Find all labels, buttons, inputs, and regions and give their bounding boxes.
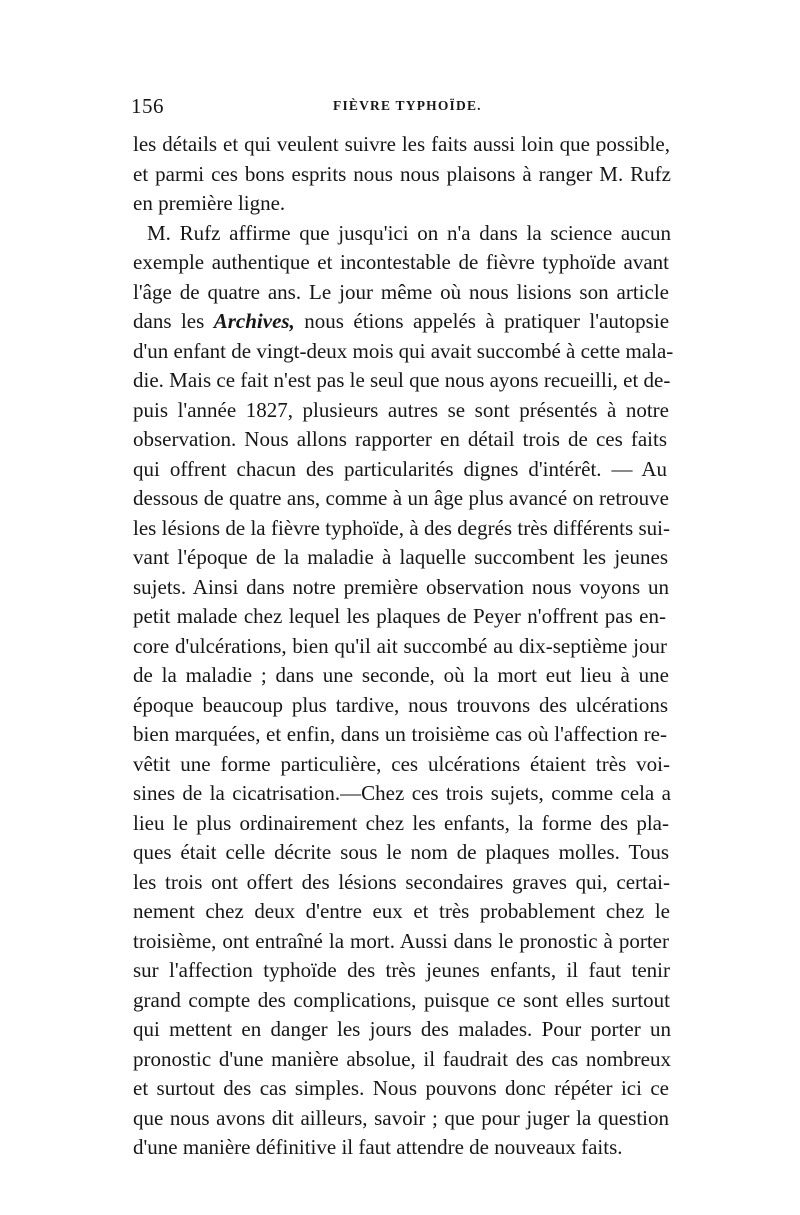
text-line: d'une manière définitive il faut attendre de nouveaux faits. [133, 1135, 623, 1159]
text-line: époque beaucoup plus tardive, nous trouvons des ulcérations [133, 692, 668, 717]
text-line: l'âge de quatre ans. Le jour même où nous lisions son article [133, 279, 669, 304]
text-line: observation. Nous allons rapporter en détail trois de ces faits [133, 427, 667, 451]
text-line [133, 307, 669, 337]
text-line: que nous avons dit ailleurs, savoir ; que pour juger la question [133, 1105, 669, 1130]
text-line: pronostic d'une manière absolue, il faudrait des cas nombreux [133, 1046, 671, 1071]
text-line: vant l'époque de la maladie à laquelle succombent les jeunes [133, 545, 668, 569]
text-line: qui mettent en danger les jours des malades. Pour porter un [133, 1017, 671, 1041]
running-title: FIÈVRE TYPHOÏDE. [333, 98, 482, 113]
text-line: bien marquées, et enfin, dans un troisième cas où l'affection re- [133, 722, 667, 746]
text-fragment: nous étions appelés à pratiquer l'autopsie [304, 309, 670, 333]
text-line: sines de la cicatrisation.—Chez ces trois sujets, comme cela a [133, 781, 671, 805]
text-line: vêtit une forme particulière, ces ulcérations étaient très voi- [133, 751, 670, 776]
text-line: et parmi ces bons esprits nous nous plaisons à ranger M. Rufz [133, 161, 671, 186]
text-line: ques était celle décrite sous le nom de plaques molles. Tous [133, 840, 669, 864]
text-line: lieu le plus ordinairement chez les enfants, la forme des pla- [133, 810, 669, 835]
text-line: nement chez deux d'entre eux et très probablement chez le [133, 899, 670, 923]
text-line: les détails et qui veulent suivre les faits aussi loin que possible, [133, 132, 670, 156]
text-line: core d'ulcérations, bien qu'il ait succombé au dix-septième jour [133, 633, 667, 658]
text-line: exemple authentique et incontestable de fièvre typhoïde avant [133, 250, 669, 274]
page-header [131, 94, 671, 118]
text-line: en première ligne. [133, 191, 286, 215]
text-line: sujets. Ainsi dans notre première observation nous voyons un [133, 574, 669, 599]
text-line: sur l'affection typhoïde des très jeunes enfants, il faut tenir [133, 958, 670, 982]
paragraph-first-line: M. Rufz affirme que jusqu'ici on n'a dans la science aucun [147, 220, 671, 245]
italic-title-archives: Archives, [213, 309, 295, 333]
body-text [133, 130, 673, 1163]
text-fragment: dans les [133, 309, 205, 333]
text-line: qui offrent chacun des particularités dignes d'intérêt. — Au [133, 456, 667, 481]
text-line: grand compte des complications, puisque ce sont elles surtout [133, 987, 670, 1012]
text-line: puis l'année 1827, plusieurs autres se sont présentés à notre [133, 397, 669, 422]
text-line: les lésions de la fièvre typhoïde, à des degrés très différents sui- [133, 515, 670, 540]
text-line: d'un enfant de vingt-deux mois qui avait succombé à cette mala- [133, 338, 674, 363]
text-line: die. Mais ce fait n'est pas le seul que nous ayons recueilli, et de- [133, 368, 671, 392]
page-number: 156 [131, 94, 164, 118]
text-line: de la maladie ; dans une seconde, où la mort eut lieu à une [133, 663, 669, 687]
text-line: dessous de quatre ans, comme à un âge plus avancé on retrouve [133, 486, 669, 510]
text-line: petit malade chez lequel les plaques de Peyer n'offrent pas en- [133, 604, 666, 628]
text-line: et surtout des cas simples. Nous pouvons donc répéter ici ce [133, 1076, 669, 1100]
text-line: troisième, ont entraîné la mort. Aussi dans le pronostic à porter [133, 928, 669, 953]
text-line: les trois ont offert des lésions secondaires graves qui, certai- [133, 869, 670, 894]
